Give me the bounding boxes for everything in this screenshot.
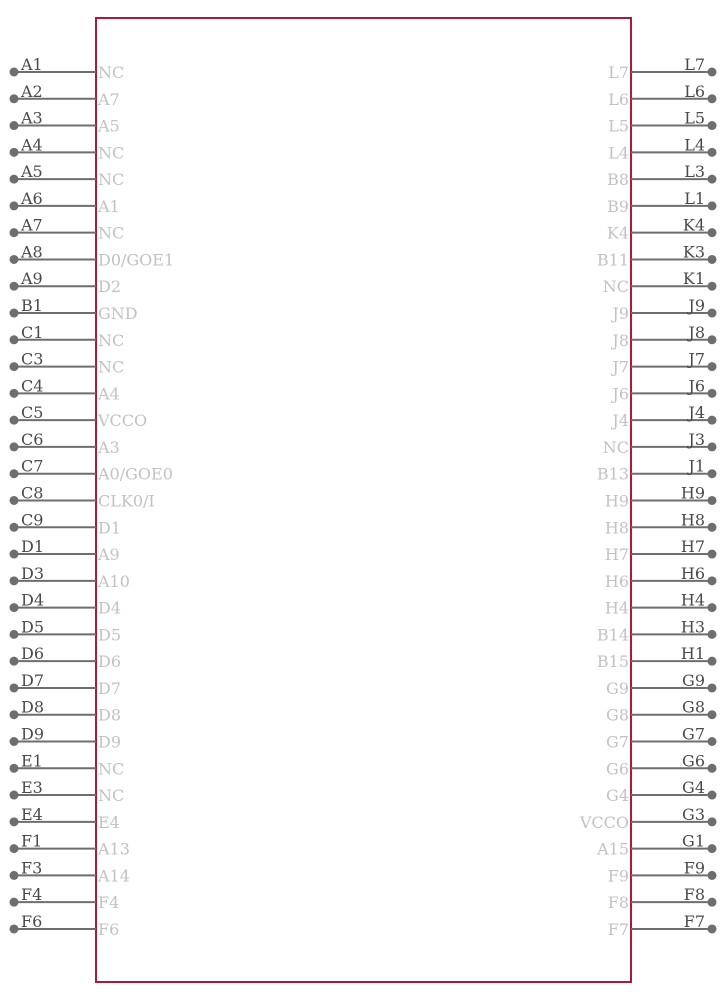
pin-name: A1 bbox=[98, 196, 120, 216]
left-pin bbox=[10, 644, 122, 671]
pin-terminal-dot bbox=[10, 68, 19, 77]
pin-terminal-dot bbox=[10, 442, 19, 451]
left-pin bbox=[10, 510, 122, 537]
right-pin bbox=[597, 617, 717, 644]
pin-terminal-dot bbox=[10, 683, 19, 692]
pin-name: NC bbox=[98, 223, 125, 243]
left-pin bbox=[10, 483, 155, 510]
pin-terminal-dot bbox=[708, 362, 717, 371]
pin-number: L3 bbox=[684, 162, 705, 182]
right-pin bbox=[606, 778, 716, 805]
pin-number: F1 bbox=[21, 831, 43, 851]
pin-terminal-dot bbox=[708, 201, 717, 210]
pin-terminal-dot bbox=[708, 630, 717, 639]
pin-terminal-dot bbox=[10, 469, 19, 478]
pin-name: L6 bbox=[608, 89, 629, 109]
pin-terminal-dot bbox=[708, 282, 717, 291]
pin-number: F8 bbox=[683, 885, 705, 905]
pin-number: D7 bbox=[21, 670, 45, 690]
pin-terminal-dot bbox=[10, 94, 19, 103]
pin-number: E4 bbox=[21, 804, 43, 824]
right-pin bbox=[608, 82, 716, 109]
pin-number: L6 bbox=[684, 81, 705, 101]
pin-terminal-dot bbox=[708, 442, 717, 451]
right-pin bbox=[606, 698, 716, 725]
pin-name: L4 bbox=[608, 143, 629, 163]
right-pin bbox=[597, 644, 717, 671]
left-pin bbox=[10, 55, 125, 82]
pin-terminal-dot bbox=[10, 550, 19, 559]
pin-number: J4 bbox=[688, 403, 705, 423]
pin-terminal-dot bbox=[708, 924, 717, 933]
pin-number: C6 bbox=[21, 429, 44, 449]
pin-name: CLK0/I bbox=[98, 491, 155, 511]
pin-terminal-dot bbox=[10, 121, 19, 130]
left-pin bbox=[10, 350, 125, 377]
pin-number: H4 bbox=[680, 590, 705, 610]
pin-name: J4 bbox=[612, 411, 629, 431]
left-pin bbox=[10, 725, 122, 752]
left-pin bbox=[10, 323, 125, 350]
pin-name: NC bbox=[98, 330, 125, 350]
pin-terminal-dot bbox=[708, 657, 717, 666]
pin-terminal-dot bbox=[708, 603, 717, 612]
pin-terminal-dot bbox=[708, 576, 717, 585]
pin-number: G6 bbox=[682, 751, 705, 771]
pin-number: G1 bbox=[682, 831, 705, 851]
pin-number: A4 bbox=[21, 135, 43, 155]
left-pin bbox=[10, 698, 122, 725]
left-pin bbox=[10, 403, 148, 430]
pin-number: C5 bbox=[21, 403, 44, 423]
pin-name: VCCO bbox=[579, 812, 629, 832]
pin-number: L5 bbox=[684, 108, 705, 128]
pin-terminal-dot bbox=[10, 282, 19, 291]
left-pin bbox=[10, 671, 122, 698]
left-pin bbox=[10, 242, 175, 269]
pin-name: D4 bbox=[98, 598, 122, 618]
pin-name: A5 bbox=[98, 116, 120, 136]
pin-number: D8 bbox=[21, 697, 45, 717]
pin-number: K3 bbox=[682, 242, 705, 262]
pin-name: NC bbox=[602, 437, 629, 457]
pin-name: A7 bbox=[98, 89, 120, 109]
pin-name: NC bbox=[98, 357, 125, 377]
pin-terminal-dot bbox=[10, 657, 19, 666]
pin-name: NC bbox=[98, 143, 125, 163]
right-pin bbox=[603, 430, 717, 457]
right-pin bbox=[605, 537, 717, 564]
pin-terminal-dot bbox=[708, 496, 717, 505]
right-pin bbox=[607, 216, 717, 243]
pin-name: A4 bbox=[98, 384, 120, 404]
pin-name: G6 bbox=[606, 759, 629, 779]
pin-name: B14 bbox=[596, 625, 629, 645]
pin-name: B15 bbox=[596, 652, 629, 672]
pin-number: A9 bbox=[21, 269, 43, 289]
left-pin bbox=[10, 376, 120, 403]
right-pin bbox=[597, 457, 717, 484]
pin-terminal-dot bbox=[708, 683, 717, 692]
left-pin-group bbox=[10, 55, 175, 939]
left-pin bbox=[10, 162, 125, 189]
pin-number: G7 bbox=[682, 724, 705, 744]
pin-name: L7 bbox=[608, 63, 629, 82]
pin-name: J6 bbox=[612, 384, 629, 404]
pin-name: H4 bbox=[604, 598, 629, 618]
pin-number: G8 bbox=[682, 697, 705, 717]
pin-name: H7 bbox=[604, 545, 629, 565]
pin-name: A0/GOE0 bbox=[98, 464, 173, 484]
pin-number: J6 bbox=[688, 376, 705, 396]
left-pin bbox=[10, 564, 130, 591]
pin-name: A14 bbox=[98, 866, 130, 886]
left-pin bbox=[10, 805, 120, 832]
pin-name: NC bbox=[98, 170, 125, 190]
pin-number: J9 bbox=[688, 296, 705, 316]
pin-number: C8 bbox=[21, 483, 44, 503]
right-pin bbox=[607, 162, 716, 189]
left-pin bbox=[10, 296, 138, 323]
right-pin bbox=[603, 269, 717, 296]
pin-number: H7 bbox=[680, 537, 705, 557]
pin-terminal-dot bbox=[708, 335, 717, 344]
pin-name: J8 bbox=[612, 330, 629, 350]
pin-terminal-dot bbox=[10, 576, 19, 585]
right-pin bbox=[610, 350, 716, 377]
pin-terminal-dot bbox=[708, 309, 717, 318]
left-pin bbox=[10, 832, 130, 859]
pin-number: J7 bbox=[688, 349, 705, 369]
pin-number: A2 bbox=[21, 81, 43, 101]
left-pin bbox=[10, 135, 125, 162]
left-pin bbox=[10, 216, 125, 243]
right-pin bbox=[608, 55, 716, 82]
right-pin bbox=[596, 832, 716, 859]
pin-terminal-dot bbox=[10, 764, 19, 773]
pin-terminal-dot bbox=[10, 844, 19, 853]
pin-terminal-dot bbox=[10, 523, 19, 532]
pin-terminal-dot bbox=[708, 389, 717, 398]
pin-name: K4 bbox=[606, 223, 629, 243]
pin-name: F4 bbox=[98, 893, 120, 913]
pin-name: B11 bbox=[596, 250, 629, 270]
right-pin bbox=[579, 805, 717, 832]
pin-name: D6 bbox=[98, 652, 122, 672]
pin-terminal-dot bbox=[10, 175, 19, 184]
left-pin bbox=[10, 885, 120, 912]
pin-number: L4 bbox=[684, 135, 705, 155]
left-pin bbox=[10, 430, 120, 457]
pin-terminal-dot bbox=[708, 148, 717, 157]
pin-number: E1 bbox=[21, 751, 43, 771]
pin-name: D8 bbox=[98, 705, 122, 725]
pin-name: D9 bbox=[98, 732, 122, 752]
pin-name: D1 bbox=[98, 518, 122, 538]
pin-number: F4 bbox=[21, 885, 43, 905]
pin-terminal-dot bbox=[10, 148, 19, 157]
pin-name: H6 bbox=[604, 571, 629, 591]
pin-number: C3 bbox=[21, 349, 44, 369]
pin-terminal-dot bbox=[10, 389, 19, 398]
right-pin bbox=[608, 858, 717, 885]
pin-terminal-dot bbox=[708, 416, 717, 425]
pin-number: A6 bbox=[21, 188, 43, 208]
left-pin bbox=[10, 109, 120, 136]
pin-name: F8 bbox=[607, 893, 629, 913]
pin-terminal-dot bbox=[10, 496, 19, 505]
right-pin bbox=[606, 725, 716, 752]
pin-terminal-dot bbox=[708, 68, 717, 77]
pin-terminal-dot bbox=[708, 737, 717, 746]
right-pin bbox=[610, 323, 716, 350]
left-pin bbox=[10, 457, 173, 484]
left-pin bbox=[10, 778, 125, 805]
right-pin bbox=[597, 242, 717, 269]
pin-terminal-dot bbox=[10, 201, 19, 210]
pin-number: H8 bbox=[680, 510, 705, 530]
pin-number: G4 bbox=[682, 778, 705, 798]
pin-number: H6 bbox=[680, 563, 705, 583]
pin-terminal-dot bbox=[708, 523, 717, 532]
pin-number: F7 bbox=[683, 911, 705, 931]
pin-name: GND bbox=[98, 304, 138, 324]
pin-number: J3 bbox=[688, 429, 705, 449]
pin-terminal-dot bbox=[10, 309, 19, 318]
pin-number: C9 bbox=[21, 510, 44, 530]
pin-terminal-dot bbox=[708, 175, 717, 184]
left-pin bbox=[10, 617, 122, 644]
pin-terminal-dot bbox=[10, 817, 19, 826]
pin-terminal-dot bbox=[10, 898, 19, 907]
right-pin bbox=[605, 483, 717, 510]
pin-name: D7 bbox=[98, 678, 122, 698]
pin-name: J7 bbox=[612, 357, 629, 377]
pin-name: D0/GOE1 bbox=[98, 250, 175, 270]
pin-number: H9 bbox=[680, 483, 705, 503]
pin-terminal-dot bbox=[10, 255, 19, 264]
pin-number: D9 bbox=[21, 724, 45, 744]
pin-number: L1 bbox=[684, 188, 705, 208]
pin-terminal-dot bbox=[708, 710, 717, 719]
component-body bbox=[96, 18, 631, 982]
right-pin bbox=[606, 751, 716, 778]
right-pin bbox=[610, 376, 716, 403]
pin-name: A3 bbox=[98, 437, 120, 457]
pin-name: D5 bbox=[98, 625, 122, 645]
pin-number: A5 bbox=[21, 162, 43, 182]
pin-name: A10 bbox=[98, 571, 130, 591]
pin-number: B1 bbox=[21, 296, 43, 316]
pin-name: E4 bbox=[98, 812, 120, 832]
pin-name: F7 bbox=[607, 919, 629, 939]
pin-terminal-dot bbox=[708, 550, 717, 559]
pin-terminal-dot bbox=[10, 737, 19, 746]
pin-number: F9 bbox=[683, 858, 705, 878]
right-pin bbox=[610, 296, 716, 323]
pin-terminal-dot bbox=[708, 764, 717, 773]
pin-name: J9 bbox=[612, 304, 629, 324]
pin-number: D4 bbox=[21, 590, 45, 610]
pin-number: F6 bbox=[21, 911, 43, 931]
pin-number: D6 bbox=[21, 644, 45, 664]
pin-number: A3 bbox=[21, 108, 43, 128]
pin-number: J1 bbox=[688, 456, 705, 476]
pin-terminal-dot bbox=[708, 817, 717, 826]
left-pin bbox=[10, 912, 120, 939]
pin-name: NC bbox=[98, 786, 125, 806]
right-pin bbox=[610, 403, 716, 430]
pin-number: D1 bbox=[21, 537, 45, 557]
pin-name: NC bbox=[98, 63, 125, 82]
pin-name: G9 bbox=[606, 678, 629, 698]
pin-name: L5 bbox=[608, 116, 629, 136]
right-pin-group bbox=[579, 55, 717, 939]
pin-number: J8 bbox=[688, 322, 705, 342]
pin-terminal-dot bbox=[708, 94, 717, 103]
pin-terminal-dot bbox=[708, 121, 717, 130]
left-pin bbox=[10, 751, 125, 778]
pin-terminal-dot bbox=[10, 335, 19, 344]
pin-terminal-dot bbox=[708, 791, 717, 800]
pin-number: H3 bbox=[680, 617, 705, 637]
pin-number: L7 bbox=[684, 55, 705, 74]
pin-number: A8 bbox=[21, 242, 43, 262]
left-pin bbox=[10, 82, 120, 109]
pin-terminal-dot bbox=[708, 469, 717, 478]
pin-name: H9 bbox=[604, 491, 629, 511]
pin-name: F6 bbox=[98, 919, 120, 939]
pin-terminal-dot bbox=[10, 710, 19, 719]
pin-terminal-dot bbox=[10, 416, 19, 425]
pin-number: K4 bbox=[682, 215, 705, 235]
pin-number: A7 bbox=[21, 215, 43, 235]
pin-name: A9 bbox=[98, 545, 120, 565]
pin-terminal-dot bbox=[708, 255, 717, 264]
pin-number: C1 bbox=[21, 322, 44, 342]
pin-name: B13 bbox=[596, 464, 629, 484]
left-pin bbox=[10, 591, 122, 618]
pin-name: VCCO bbox=[98, 411, 148, 431]
pin-name: G7 bbox=[606, 732, 629, 752]
pin-terminal-dot bbox=[10, 362, 19, 371]
pin-terminal-dot bbox=[10, 924, 19, 933]
pin-name: NC bbox=[602, 277, 629, 297]
pin-number: C4 bbox=[21, 376, 44, 396]
right-pin bbox=[608, 885, 717, 912]
pin-number: H1 bbox=[680, 644, 705, 664]
pin-name: A15 bbox=[597, 839, 629, 859]
left-pin bbox=[10, 858, 130, 885]
pin-terminal-dot bbox=[10, 871, 19, 880]
right-pin bbox=[605, 510, 717, 537]
pin-number: G9 bbox=[682, 670, 705, 690]
pin-name: B8 bbox=[607, 170, 629, 190]
right-pin bbox=[606, 671, 716, 698]
right-pin bbox=[605, 591, 717, 618]
pin-name: G4 bbox=[606, 786, 629, 806]
pin-number: E3 bbox=[21, 778, 43, 798]
left-pin bbox=[10, 189, 120, 216]
pin-name: D2 bbox=[98, 277, 122, 297]
pin-name: B9 bbox=[607, 196, 629, 216]
pin-terminal-dot bbox=[708, 871, 717, 880]
left-pin bbox=[10, 537, 120, 564]
right-pin bbox=[608, 135, 716, 162]
pin-name: A13 bbox=[98, 839, 130, 859]
pin-name: F9 bbox=[607, 866, 629, 886]
pin-name: H8 bbox=[604, 518, 629, 538]
pin-number: D5 bbox=[21, 617, 45, 637]
pin-number: K1 bbox=[682, 269, 705, 289]
left-pin bbox=[10, 269, 122, 296]
pin-number: A1 bbox=[21, 55, 43, 74]
pin-terminal-dot bbox=[10, 791, 19, 800]
right-pin bbox=[605, 564, 717, 591]
pin-terminal-dot bbox=[10, 603, 19, 612]
pin-number: C7 bbox=[21, 456, 44, 476]
right-pin bbox=[608, 912, 717, 939]
pin-terminal-dot bbox=[708, 844, 717, 853]
pin-terminal-dot bbox=[708, 228, 717, 237]
right-pin bbox=[608, 109, 716, 136]
right-pin bbox=[607, 189, 716, 216]
pin-number: F3 bbox=[21, 858, 43, 878]
pin-number: D3 bbox=[21, 563, 45, 583]
pin-terminal-dot bbox=[708, 898, 717, 907]
pin-name: NC bbox=[98, 759, 125, 779]
pin-terminal-dot bbox=[10, 228, 19, 237]
pin-name: G8 bbox=[606, 705, 629, 725]
pin-number: G3 bbox=[682, 804, 705, 824]
pin-terminal-dot bbox=[10, 630, 19, 639]
